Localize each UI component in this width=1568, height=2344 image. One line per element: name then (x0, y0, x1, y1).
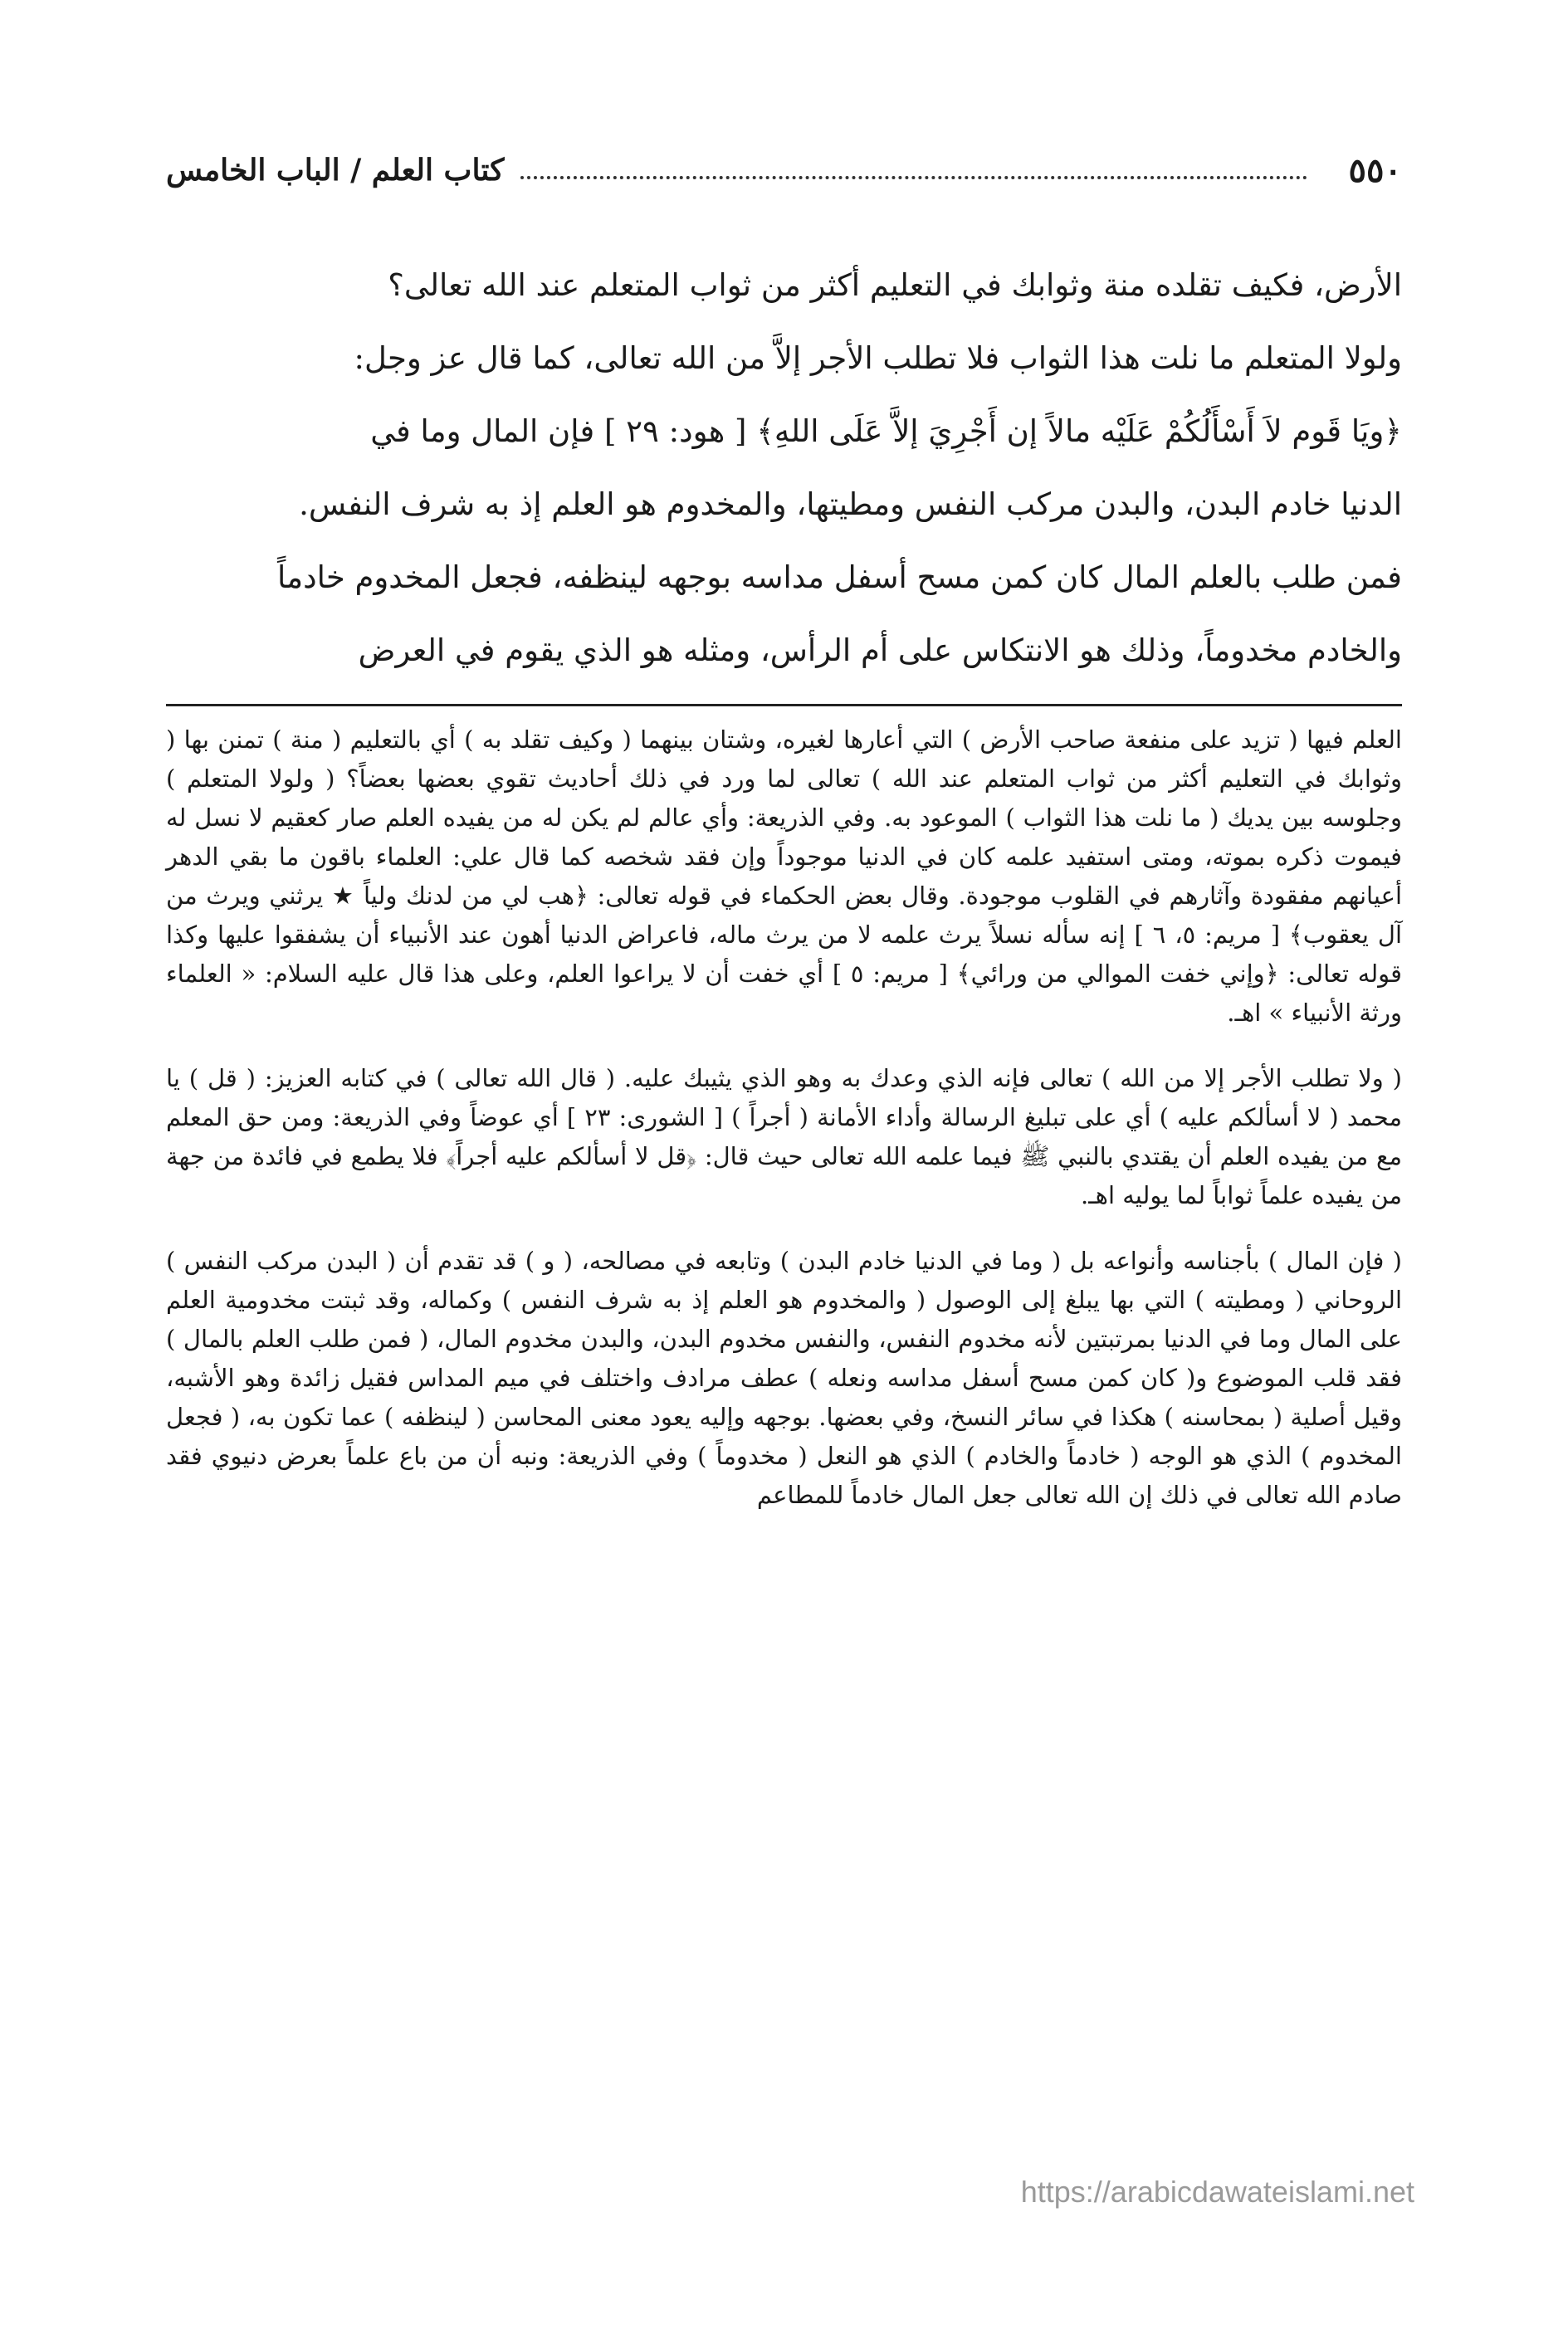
watermark-url: https://arabicdawateislami.net (1020, 2175, 1414, 2209)
commentary-paragraph: العلم فيها ( تزيد على منفعة صاحب الأرض ) التي أعارها لغيره، وشتان بينهما ( وكيف تقلد به ) أي بالتعليم ( منة ) تمنن بها ( وثوابك في التعليم أكثر من ثواب المتعلم عند الله ) تعالى لما ورد في ذلك أحاديث تقوي بعضها بعضاً؟ ( ولولا المتعلم ) وجلوسه بين يديك ( ما نلت هذا الثواب ) الموعود به. وفي الذريعة: وأي عالم لم يكن له من يفيده العلم صار كعقيم لا نسل له فيموت ذكره بموته، ومتى استفيد علمه كان في الدنيا موجوداً وإن فقد شخصه كما قال علي: العلماء باقون ما بقي الدهر أعيانهم مفقودة وآثارهم في القلوب موجودة. وقال بعض الحكماء في قوله تعالى: ﴿هب لي من لدنك ولياً ★ يرثني ويرث من آل يعقوب﴾ [ مريم: ٥، ٦ ] إنه سأله نسلاً يرث علمه لا من يرث ماله، فاعراض الدنيا أهون عند الأنبياء أن يشفقوا عليها وكذا قوله تعالى: ﴿وإني خفت الموالي من ورائي﴾ [ مريم: ٥ ] أي خفت أن لا يراعوا العلم، وعلى هذا قال عليه السلام: « العلماء ورثة الأنبياء » اهـ. (166, 725, 1403, 1027)
commentary-section (166, 720, 1402, 1535)
main-line: فمن طلب بالعلم المال كان كمن مسح أسفل مداسه بوجهه لينظفه، فجعل المخدوم خادماً (277, 559, 1402, 595)
main-text (166, 249, 1402, 687)
footnote-separator (166, 704, 1402, 706)
running-header (166, 141, 1402, 199)
main-line: الأرض، فكيف تقلده منة وثوابك في التعليم أكثر من ثواب المتعلم عند الله تعالى؟ (388, 267, 1402, 303)
leader-dots (520, 161, 1307, 179)
commentary-paragraph: ( فإن المال ) بأجناسه وأنواعه بل ( وما في الدنيا خادم البدن ) وتابعه في مصالحه، ( و ) قد تقدم أن ( البدن مركب النفس ) الروحاني ( ومطيته ) التي بها يبلغ إلى الوصول ( والمخدوم هو العلم إذ به شرف النفس ) وكماله، وقد ثبتت مخدومية العلم على المال وما في الدنيا بمرتبتين لأنه مخدوم النفس، والنفس مخدوم البدن، والبدن مخدوم المال، ( فمن طلب العلم بالمال ) فقد قلب الموضوع و( كان كمن مسح أسفل مداسه ونعله ) عطف مرادف واختلف في ميم المداس فقيل زائدة وهو الأشبه، وقيل أصلية ( بمحاسنه ) هكذا في سائر النسخ، وفي بعضها. بوجهه وإليه يعود معنى المحاسن ( لينظفه ) عما تكون به، ( فجعل المخدوم ) الذي هو الوجه ( خادماً والخادم ) الذي هو النعل ( مخدوماً ) وفي الذريعة: ونبه أن من باع علماً بعرض دنيوي فقد صادم الله تعالى في ذلك إن الله تعالى جعل المال خادماً للمطاعم (166, 1247, 1402, 1509)
running-title: كتاب العلم / الباب الخامس (166, 153, 505, 188)
main-line: ﴿ويَا قَوم لاَ أَسْأَلُكُمْ عَلَيْه مالاً إن أَجْرِيَ إلاَّ عَلَى اللهِ﴾ [ هود: ٢٩ ] فإن المال وما في (370, 413, 1402, 449)
main-line: ولولا المتعلم ما نلت هذا الثواب فلا تطلب الأجر إلاَّ من الله تعالى، كما قال عز وجل: (354, 340, 1402, 376)
main-line: والخادم مخدوماً، وذلك هو الانتكاس على أم الرأس، ومثله هو الذي يقوم في العرض (358, 632, 1402, 668)
main-line: الدنيا خادم البدن، والبدن مركب النفس ومطيتها، والمخدوم هو العلم إذ به شرف النفس. (299, 486, 1402, 522)
commentary-paragraph: ( ولا تطلب الأجر إلا من الله ) تعالى فإنه الذي وعدك به وهو الذي يثيبك عليه. ( قال الله تعالى ) في كتابه العزيز: ( قل ) يا محمد ( لا أسألكم عليه ) أي على تبليغ الرسالة وأداء الأمانة ( أجراً ) [ الشورى: ٢٣ ] أي عوضاً وفي الذريعة: ومن حق المعلم مع من يفيده العلم أن يقتدي بالنبي ﷺ فيما علمه الله تعالى حيث قال: ﴿قل لا أسألكم عليه أجراً﴾ فلا يطمع في فائدة من جهة من يفيده علماً ثواباً لما يوليه اهـ. (166, 1064, 1402, 1209)
page-number: ٥٥٠ (1348, 150, 1402, 190)
